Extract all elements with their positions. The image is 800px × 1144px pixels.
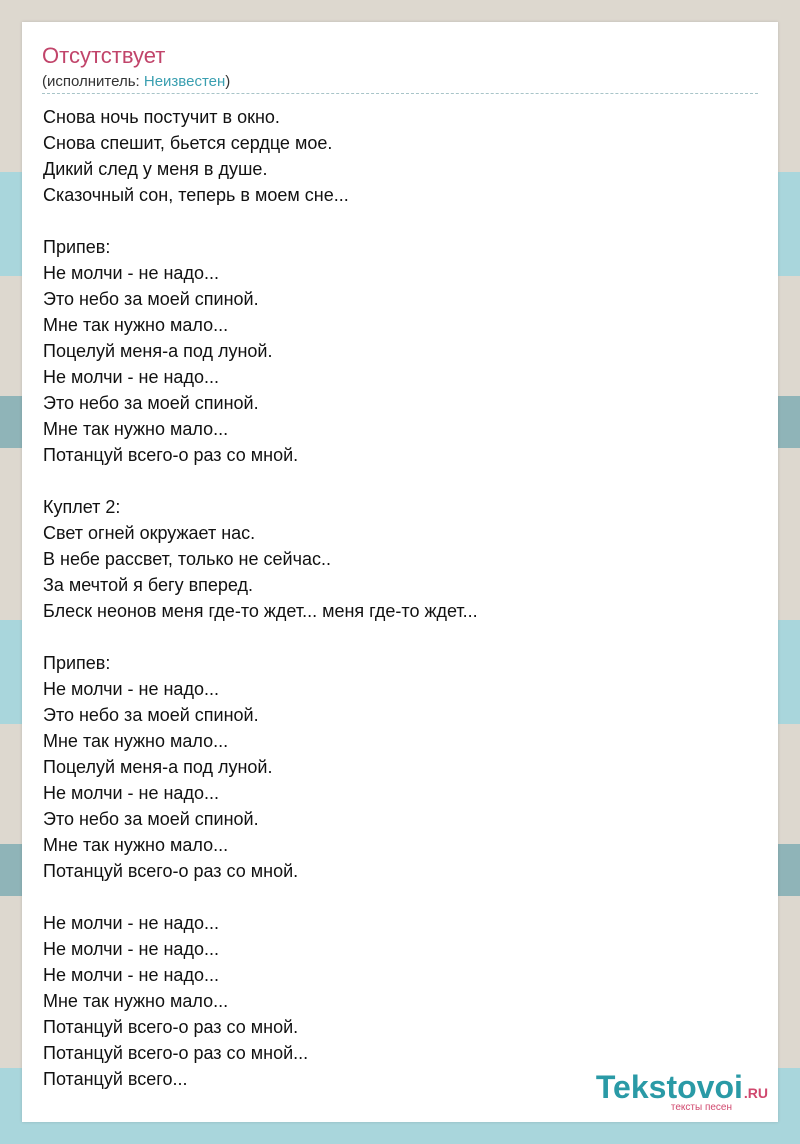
- lyric-line: Это небо за моей спиной.: [43, 705, 259, 725]
- site-logo[interactable]: [596, 1070, 768, 1114]
- lyric-line: Потанцуй всего-о раз со мной.: [43, 861, 299, 881]
- lyric-line: Не молчи - не надо...: [43, 939, 219, 959]
- performer-line: [42, 72, 230, 92]
- logo-name: Tekstovoi: [595, 1069, 743, 1105]
- lyric-line: Не молчи - не надо...: [43, 263, 219, 283]
- lyric-line: Свет огней окружает нас.: [43, 523, 256, 543]
- logo-tld: .RU: [743, 1085, 768, 1101]
- lyric-line: Мне так нужно мало...: [43, 835, 229, 855]
- lyric-line: [43, 208, 763, 234]
- lyric-line: [43, 884, 763, 910]
- lyric-line: Поцелуй меня-а под луной.: [43, 341, 273, 361]
- lyric-line: Не молчи - не надо...: [43, 913, 219, 933]
- lyric-line: Снова спешит, бьется сердце мое.: [43, 133, 333, 153]
- lyric-line: Снова ночь постучит в окно.: [43, 107, 280, 127]
- lyric-line: Блеск неонов меня где-то ждет... меня где-то ждет...: [43, 601, 478, 621]
- lyric-line: Не молчи - не надо...: [43, 965, 219, 985]
- lyric-line: Потанцуй всего-о раз со мной.: [43, 1017, 299, 1037]
- performer-name-link[interactable]: Неизвестен: [143, 73, 226, 90]
- lyric-line: Поцелуй меня-а под луной.: [43, 757, 273, 777]
- lyric-line: Дикий след у меня в душе.: [43, 159, 268, 179]
- performer-prefix: (исполнитель:: [42, 73, 144, 90]
- lyric-line: [43, 468, 763, 494]
- lyric-line: Не молчи - не надо...: [43, 783, 219, 803]
- lyric-line: [43, 624, 763, 650]
- lyric-line: В небе рассвет, только не сейчас..: [43, 549, 331, 569]
- lyric-line: Это небо за моей спиной.: [43, 809, 259, 829]
- lyric-line: Это небо за моей спиной.: [43, 289, 259, 309]
- lyric-line: За мечтой я бегу вперед.: [43, 575, 254, 595]
- lyric-line: Сказочный сон, теперь в моем сне...: [43, 185, 349, 205]
- lyric-line: Мне так нужно мало...: [43, 731, 229, 751]
- lyric-line: Мне так нужно мало...: [43, 419, 229, 439]
- lyric-line: Не молчи - не надо...: [43, 679, 219, 699]
- logo-tagline: тексты песен: [670, 1102, 732, 1113]
- lyrics-body: [43, 104, 763, 1092]
- song-title: Отсутствует: [42, 43, 166, 68]
- lyric-line: Припев:: [43, 237, 111, 257]
- lyric-line: Это небо за моей спиной.: [43, 393, 259, 413]
- lyric-line: Потанцуй всего-о раз со мной.: [43, 445, 299, 465]
- lyric-line: Припев:: [43, 653, 111, 673]
- lyric-line: Мне так нужно мало...: [43, 991, 229, 1011]
- lyric-line: Куплет 2:: [43, 497, 121, 517]
- performer-suffix: ): [225, 73, 231, 90]
- title-divider: [42, 93, 758, 94]
- lyric-line: Мне так нужно мало...: [43, 315, 229, 335]
- lyric-line: Потанцуй всего...: [43, 1069, 188, 1089]
- lyric-line: Потанцуй всего-о раз со мной...: [43, 1043, 309, 1063]
- lyric-line: Не молчи - не надо...: [43, 367, 219, 387]
- lyrics-sheet: [22, 22, 778, 1122]
